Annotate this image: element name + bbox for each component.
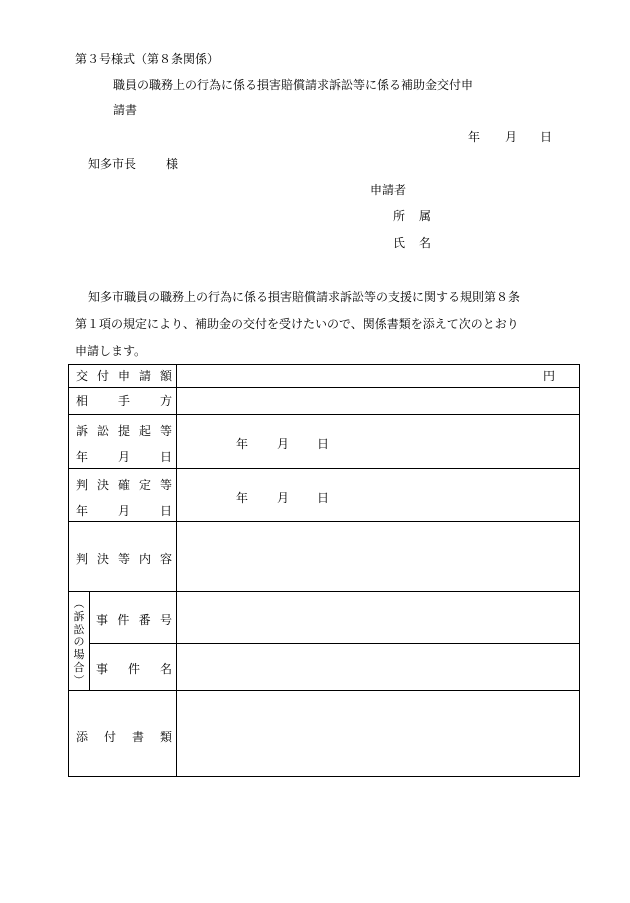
grant-amount-unit: 円 <box>543 369 556 383</box>
case-name-field[interactable] <box>180 646 576 688</box>
form-number: 第３号様式（第８条関係） <box>75 52 220 66</box>
opponent-field[interactable] <box>180 389 576 413</box>
attachments-label: 添 付 書 類 <box>76 730 172 744</box>
form-title-line1: 職員の職務上の行為に係る損害賠償請求訴訟等に係る補助金交付申 <box>113 78 474 92</box>
date-month-label: 月 <box>505 130 518 144</box>
addressee-honorific: 様 <box>166 157 179 171</box>
judgment-content-label: 判 決 等 内 容 <box>76 552 172 566</box>
attachments-field[interactable] <box>180 693 576 773</box>
case-number-label: 事 件 番 号 <box>96 613 172 627</box>
body-line-2: 第１項の規定により、補助金の交付を受けたいので、関係書類を添えて次のとおり <box>75 317 519 331</box>
judgment-final-label: 判 決 確 定 等 <box>76 478 172 492</box>
body-line-1: 知多市職員の職務上の行為に係る損害賠償請求訴訟等の支援に関する規則第８条 <box>88 290 521 304</box>
body-line-3: 申請します。 <box>75 344 147 358</box>
judgment-final-year: 年 <box>236 491 249 505</box>
addressee-name: 知多市長 <box>88 157 137 171</box>
grant-amount-field[interactable] <box>180 366 530 386</box>
suit-filed-year: 年 <box>236 437 249 451</box>
applicant-name-label: 氏 名 <box>393 236 431 250</box>
judgment-final-date-label: 年 月 日 <box>76 504 172 518</box>
suit-filed-month: 月 <box>277 437 290 451</box>
date-day-label: 日 <box>540 130 553 144</box>
form-title-line2: 請書 <box>113 103 138 117</box>
judgment-content-field[interactable] <box>180 524 576 588</box>
suit-filed-label: 訴 訟 提 起 等 <box>76 424 172 438</box>
grant-amount-label: 交 付 申 請 額 <box>76 369 172 383</box>
applicant-heading: 申請者 <box>370 183 407 197</box>
date-year-label: 年 <box>468 130 481 144</box>
judgment-final-day: 日 <box>317 491 330 505</box>
applicant-affiliation-label: 所 属 <box>393 209 431 223</box>
lawsuit-case-vertical-label: ︵ 訴 訟 の 場 合 ︶ <box>73 597 85 687</box>
case-number-field[interactable] <box>180 594 576 641</box>
suit-filed-day: 日 <box>317 437 330 451</box>
opponent-label: 相 手 方 <box>76 394 172 408</box>
case-name-label: 事 件 名 <box>96 662 172 676</box>
suit-filed-date-label: 年 月 日 <box>76 450 172 464</box>
judgment-final-month: 月 <box>277 491 290 505</box>
